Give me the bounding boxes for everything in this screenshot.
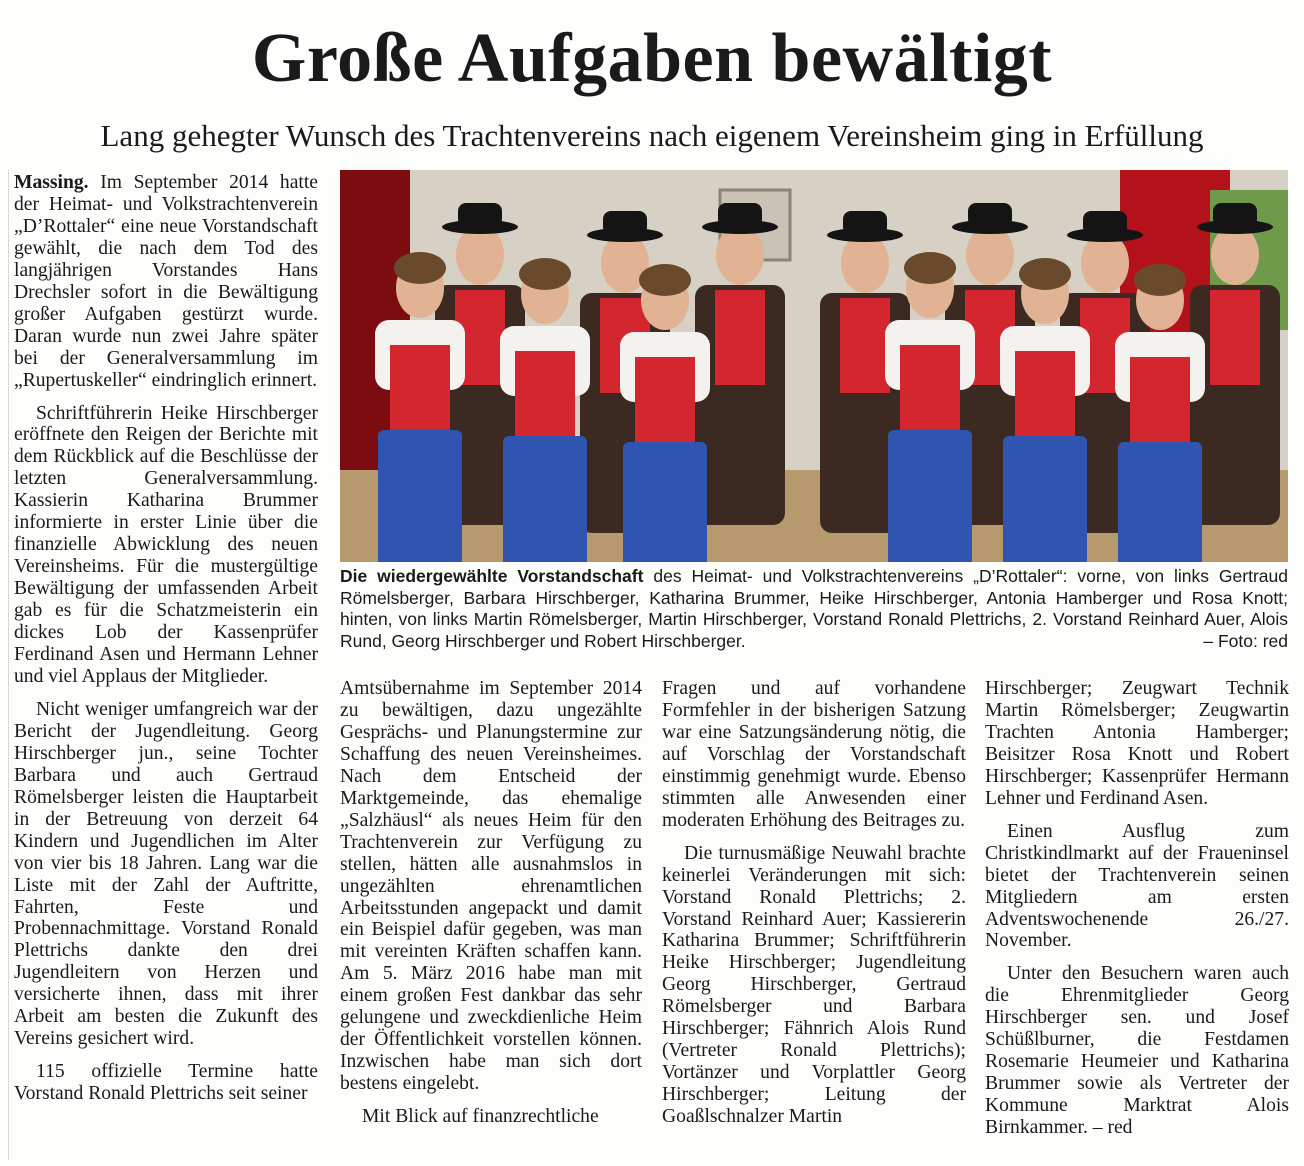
article-paragraph: 115 offizielle Termine hatte Vorstand Ronald Plettrichs seit seiner [14, 1061, 318, 1105]
headline: Große Aufgaben bewältigt [251, 20, 1053, 97]
person-bodice [515, 351, 575, 441]
person-hair [519, 258, 571, 290]
paragraph-text: Im September 2014 hatte der Heimat- und Volkstrachtenverein „D’Rottaler“ eine neue Vorstandschaft gewählt, die nach dem Tod des langjährigen Vorstandes Hans Drechsler sofort in die Bewältigung großer Aufgaben gestürzt wurde. Daran wurde nun zwei Jahre später bei der Generalversammlung im „Rupertuskeller“ eindringlich erinnert. [14, 172, 318, 391]
person-hair [394, 252, 446, 284]
person-hair [1134, 264, 1186, 296]
person-bodice [900, 345, 960, 435]
article-paragraph [14, 172, 318, 392]
caption-lead: Die wiedergewählte Vorstandschaft [340, 566, 644, 586]
person-bodice [390, 345, 450, 435]
person-apron [1003, 436, 1087, 562]
person-hair [639, 264, 691, 296]
person-bodice [1130, 357, 1190, 447]
person-hat-crown [968, 203, 1012, 227]
article-paragraph: Unter den Besuchern waren auch die Ehrenmitglieder Georg Hirschberger sen. und Josef Schüßlburner, die Festdamen Rosemarie Heumeier und Katharina Brummer sowie als Vertreter der Kommune Marktrat Alois Birnkammer. – red [985, 963, 1289, 1139]
article-column-3 [662, 678, 966, 1139]
column-rule [8, 170, 9, 1160]
article-column-4 [985, 678, 1289, 1150]
person-vest [1210, 290, 1260, 385]
person-apron [623, 442, 707, 562]
person-hair [904, 252, 956, 284]
subheadline: Lang gehegter Wunsch des Trachtenvereins nach eigenem Vereinsheim ging in Erfüllung [100, 118, 1204, 153]
article-paragraph: Amtsübernahme im September 2014 zu bewältigen, dazu ungezählte Gesprächs- und Planungstermine zur Schaffung des neuen Vereinsheimes. Nach dem Entscheid der Marktgemeinde, das ehemalige „Salzhäusl“ als neues Heim für den Trachtenverein zur Verfügung zu stellen, hätten alle ausnahmslos in ungezählten ehrenamtlichen Arbeitsstunden angepackt und damit ein Beispiel dafür gegeben, was man mit vereinten Kräften schaffen kann. Am 5. März 2016 habe man mit einem großen Fest dankbar das sehr gelungene und zweckdienliche Heim der Öffentlichkeit vorstellen können. Inzwischen habe man sich dort bestens eingelebt. [340, 678, 642, 1095]
person-bodice [1015, 351, 1075, 441]
article-paragraph: Fragen und auf vorhandene Formfehler in der bisherigen Satzung war eine Satzungsänderung nötig, die auf Vorschlag der Vorstandschaft einstimmig genehmigt wurde. Ebenso stimmten alle Anwesenden einer moderaten Erhöhung des Beitrages zu. [662, 678, 966, 831]
photo-caption [340, 566, 1288, 652]
person-apron [888, 430, 972, 562]
person-vest [715, 290, 765, 385]
article-paragraph: Die turnusmäßige Neuwahl brachte keinerlei Veränderungen mit sich: Vorstand Ronald Plettrichs; 2. Vorstand Reinhard Auer; Kassiererin Katharina Brummer; Schriftführerin Heike Hirschberger; Jugendleitung Georg Hirschberger, Gertraud Römelsberger und Barbara Hirschberger; Fähnrich Alois Rund (Vertreter Ronald Plettrichs); Vortänzer und Vorplattler Georg Hirschberger; Leitung der Goaßlschnalzer Martin [662, 842, 966, 1128]
person-apron [1118, 442, 1202, 562]
article-paragraph: Hirschberger; Zeugwart Technik Martin Römelsberger; Zeugwartin Trachten Antonia Hamberger; Beisitzer Rosa Knott und Robert Hirschberger; Kassenprüfer Hermann Lehner und Ferdinand Asen. [985, 678, 1289, 809]
person-bodice [635, 357, 695, 447]
article-paragraph: Mit Blick auf finanzrechtliche [362, 1106, 599, 1128]
person-apron [503, 436, 587, 562]
article-paragraph: Einen Ausflug zum Christkindlmarkt auf der Fraueninsel bietet der Trachtenverein seinen Mitgliedern am ersten Adventswochenende 26./27. November. [985, 820, 1289, 952]
article-column-1 [14, 172, 318, 1116]
article-paragraph: Schriftführerin Heike Hirschberger eröffnete den Reigen der Berichte mit dem Rückblick auf die Beschlüsse der letzten Generalversammlung. Kassierin Katharina Brummer informierte in erster Linie über die finanzielle Abwicklung des neuen Vereinsheims. Für die mustergültige Bewältigung der umfassenden Arbeit gab es für die Schatzmeisterin ein dickes Lob der Kassenprüfer Ferdinand Asen und Hermann Lehner und viel Applaus der Mitglieder. [14, 402, 318, 687]
person-hat-crown [603, 211, 647, 235]
dateline: Massing. [14, 172, 89, 193]
person-hat-crown [843, 211, 887, 235]
person-hat-crown [1213, 203, 1257, 227]
group-photo [340, 170, 1288, 562]
group-photo-illustration [340, 170, 1288, 562]
person-vest [840, 298, 890, 393]
person-hair [1019, 258, 1071, 290]
caption-text: des Heimat- und Volkstrachtenvereins „D’Rottaler“: vorne, von links Gertraud Römelsberger, Barbara Hirschberger, Katharina Brummer, Heike Hirschberger, Antonia Hamberger und Rosa Knott; hinten, von links Martin Römelsberger, Martin Hirschberger, Vorstand Ronald Plettrichs, 2. Vorstand Reinhard Auer, Alois Rund, Georg Hirschberger und Robert Hirschberger. [340, 566, 1288, 651]
person-hat-crown [718, 203, 762, 227]
photo-credit: – Foto: red [1203, 630, 1288, 651]
person-hat-crown [1083, 211, 1127, 235]
article-paragraph: Nicht weniger umfangreich war der Bericht der Jugendleitung. Georg Hirschberger jun., seine Tochter Barbara und auch Gertraud Römelsberger leisten die Hauptarbeit in der Betreuung von derzeit 64 Kindern und Jugendlichen im Alter von vier bis 18 Jahren. Lang war die Liste mit der Zahl der Auftritte, Fahrten, Feste und Probennachmittage. Vorstand Ronald Plettrichs dankte den drei Jugendleitern von Herzen und versicherte ihnen, dass mit ihrer Arbeit am besten die Zukunft des Vereins gesichert wird. [14, 698, 318, 1050]
article-column-2 [340, 678, 642, 1139]
person-hat-crown [458, 203, 502, 227]
person-apron [378, 430, 462, 562]
